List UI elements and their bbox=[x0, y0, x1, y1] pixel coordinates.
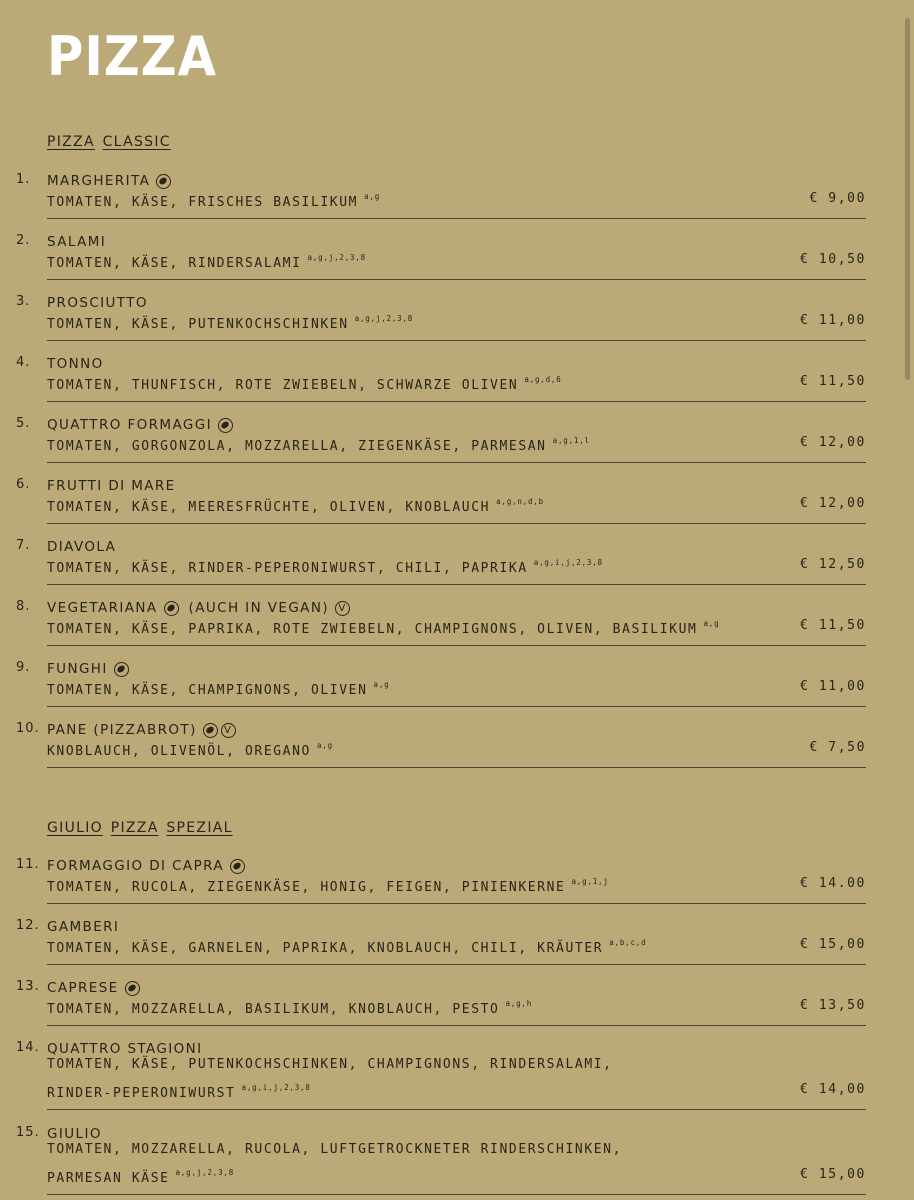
item-name: FORMAGGIO DI CAPRA bbox=[47, 858, 224, 874]
item-description bbox=[47, 931, 646, 960]
item-divider bbox=[47, 584, 866, 585]
item-price: € 14.00 bbox=[800, 876, 866, 891]
item-name: GIULIO bbox=[47, 1126, 102, 1142]
item-description-text: TOMATEN, THUNFISCH, ROTE ZWIEBELN, SCHWARZE OLIVEN bbox=[47, 378, 519, 393]
item-price: € 13,50 bbox=[800, 998, 866, 1013]
item-divider bbox=[47, 1025, 866, 1026]
item-number: 10. bbox=[16, 721, 40, 736]
item-name-extra: (AUCH IN VEGAN) bbox=[188, 600, 329, 616]
item-divider bbox=[47, 1194, 866, 1195]
item-description bbox=[47, 307, 413, 336]
allergen-codes: a,g,h bbox=[505, 999, 533, 1008]
item-price: € 15,00 bbox=[800, 937, 866, 952]
item-name: QUATTRO FORMAGGI bbox=[47, 417, 212, 433]
item-number: 14. bbox=[16, 1040, 40, 1055]
item-description-text: TOMATEN, MOZZARELLA, BASILIKUM, KNOBLAUCH, PESTO bbox=[47, 1002, 500, 1017]
item-divider bbox=[47, 706, 866, 707]
item-description-text: TOMATEN, KÄSE, PUTENKOCHSCHINKEN, CHAMPIGNONS, RINDERSALAMI, bbox=[47, 1057, 613, 1072]
allergen-codes: a,g,1,j bbox=[571, 877, 609, 886]
item-divider bbox=[47, 340, 866, 341]
item-name: QUATTRO STAGIONI bbox=[47, 1041, 203, 1057]
section-heading bbox=[47, 134, 171, 150]
item-description bbox=[47, 490, 544, 519]
item-price: € 11,50 bbox=[800, 618, 866, 633]
item-divider bbox=[47, 1109, 866, 1110]
item-name: DIAVOLA bbox=[47, 539, 117, 555]
item-description-text: TOMATEN, KÄSE, PAPRIKA, ROTE ZWIEBELN, CHAMPIGNONS, OLIVEN, BASILIKUM bbox=[47, 622, 698, 637]
item-name: SALAMI bbox=[47, 234, 107, 250]
page-title: PIZZA bbox=[47, 25, 217, 88]
item-divider bbox=[47, 964, 866, 965]
item-price: € 7,50 bbox=[809, 740, 866, 755]
item-number: 2. bbox=[16, 233, 31, 248]
item-description bbox=[47, 1076, 311, 1105]
item-price: € 11,50 bbox=[800, 374, 866, 389]
item-name: FUNGHI bbox=[47, 661, 108, 677]
item-price: € 12,00 bbox=[800, 435, 866, 450]
allergen-codes: a,g,j,2,3,8 bbox=[354, 314, 414, 323]
item-description bbox=[47, 1161, 234, 1190]
item-description-text: TOMATEN, RUCOLA, ZIEGENKÄSE, HONIG, FEIGEN, PINIENKERNE bbox=[47, 880, 566, 895]
item-description-text: TOMATEN, KÄSE, RINDER-PEPERONIWURST, CHILI, PAPRIKA bbox=[47, 561, 528, 576]
item-description-text: KNOBLAUCH, OLIVENÖL, OREGANO bbox=[47, 744, 311, 759]
item-description-text: TOMATEN, KÄSE, CHAMPIGNONS, OLIVEN bbox=[47, 683, 368, 698]
item-number: 6. bbox=[16, 477, 31, 492]
item-description bbox=[47, 992, 532, 1021]
allergen-codes: a,g bbox=[316, 741, 333, 750]
item-name: GAMBERI bbox=[47, 919, 120, 935]
item-name: FRUTTI DI MARE bbox=[47, 478, 176, 494]
allergen-codes: a,g bbox=[703, 619, 720, 628]
item-name: TONNO bbox=[47, 356, 104, 372]
item-name: PANE (PIZZABROT) bbox=[47, 722, 197, 738]
item-divider bbox=[47, 279, 866, 280]
item-number: 3. bbox=[16, 294, 31, 309]
section-heading-word: GIULIO bbox=[47, 820, 103, 836]
item-price: € 12,50 bbox=[800, 557, 866, 572]
allergen-codes: a,g,i,j,2,3,8 bbox=[241, 1083, 311, 1092]
item-description bbox=[47, 368, 562, 397]
item-number: 5. bbox=[16, 416, 31, 431]
item-description bbox=[47, 870, 609, 899]
item-description bbox=[47, 185, 380, 214]
item-price: € 11,00 bbox=[800, 679, 866, 694]
item-description-text: RINDER-PEPERONIWURST bbox=[47, 1086, 236, 1101]
item-description bbox=[47, 246, 366, 275]
allergen-codes: a,g bbox=[364, 192, 381, 201]
item-description bbox=[47, 1053, 613, 1076]
allergen-codes: a,g,n,d,b bbox=[496, 497, 544, 506]
item-name: MARGHERITA bbox=[47, 173, 151, 189]
allergen-codes: a,g,1,l bbox=[552, 436, 590, 445]
section-heading-word: PIZZA bbox=[47, 134, 95, 150]
item-number: 11. bbox=[16, 857, 40, 872]
item-number: 7. bbox=[16, 538, 31, 553]
item-number: 1. bbox=[16, 172, 31, 187]
item-description-text: PARMESAN KÄSE bbox=[47, 1171, 170, 1186]
allergen-codes: a,g,d,6 bbox=[524, 375, 562, 384]
item-price: € 10,50 bbox=[800, 252, 866, 267]
item-description-text: TOMATEN, KÄSE, RINDERSALAMI bbox=[47, 256, 302, 271]
allergen-codes: a,b,c,d bbox=[609, 938, 647, 947]
item-description-text: TOMATEN, KÄSE, PUTENKOCHSCHINKEN bbox=[47, 317, 349, 332]
item-divider bbox=[47, 462, 866, 463]
item-description bbox=[47, 429, 590, 458]
item-price: € 12,00 bbox=[800, 496, 866, 511]
section-heading-word: PIZZA bbox=[110, 820, 159, 836]
item-description bbox=[47, 673, 389, 702]
item-description-text: TOMATEN, KÄSE, FRISCHES BASILIKUM bbox=[47, 195, 359, 210]
item-price: € 14,00 bbox=[800, 1082, 866, 1097]
item-description bbox=[47, 734, 333, 763]
item-price: € 11,00 bbox=[800, 313, 866, 328]
item-description-text: TOMATEN, MOZZARELLA, RUCOLA, LUFTGETROCKNETER RINDERSCHINKEN, bbox=[47, 1142, 623, 1157]
item-description-text: TOMATEN, KÄSE, GARNELEN, PAPRIKA, KNOBLAUCH, CHILI, KRÄUTER bbox=[47, 941, 604, 956]
section-heading-word: CLASSIC bbox=[102, 134, 171, 150]
item-divider bbox=[47, 903, 866, 904]
item-price: € 15,00 bbox=[800, 1167, 866, 1182]
section-heading-word: SPEZIAL bbox=[166, 820, 233, 836]
item-number: 8. bbox=[16, 599, 31, 614]
item-number: 12. bbox=[16, 918, 40, 933]
item-divider bbox=[47, 523, 866, 524]
item-description-text: TOMATEN, KÄSE, MEERESFRÜCHTE, OLIVEN, KNOBLAUCH bbox=[47, 500, 491, 515]
allergen-codes: a,g,j,2,3,8 bbox=[175, 1168, 235, 1177]
item-divider bbox=[47, 401, 866, 402]
scrollbar[interactable] bbox=[905, 18, 910, 380]
item-number: 13. bbox=[16, 979, 40, 994]
section-heading bbox=[47, 820, 233, 836]
item-number: 4. bbox=[16, 355, 31, 370]
item-description bbox=[47, 1138, 622, 1161]
item-divider bbox=[47, 218, 866, 219]
item-name: PROSCIUTTO bbox=[47, 295, 148, 311]
item-description bbox=[47, 551, 603, 580]
item-divider bbox=[47, 767, 866, 768]
item-name: VEGETARIANA bbox=[47, 600, 158, 616]
item-number: 15. bbox=[16, 1125, 40, 1140]
item-description-text: TOMATEN, GORGONZOLA, MOZZARELLA, ZIEGENKÄSE, PARMESAN bbox=[47, 439, 547, 454]
item-name: CAPRESE bbox=[47, 980, 119, 996]
item-description bbox=[47, 612, 719, 641]
allergen-codes: a,g,i,j,2,3,8 bbox=[533, 558, 603, 567]
item-number: 9. bbox=[16, 660, 31, 675]
allergen-codes: a,g bbox=[373, 680, 390, 689]
allergen-codes: a,g,j,2,3,8 bbox=[307, 253, 367, 262]
item-price: € 9,00 bbox=[809, 191, 866, 206]
item-divider bbox=[47, 645, 866, 646]
